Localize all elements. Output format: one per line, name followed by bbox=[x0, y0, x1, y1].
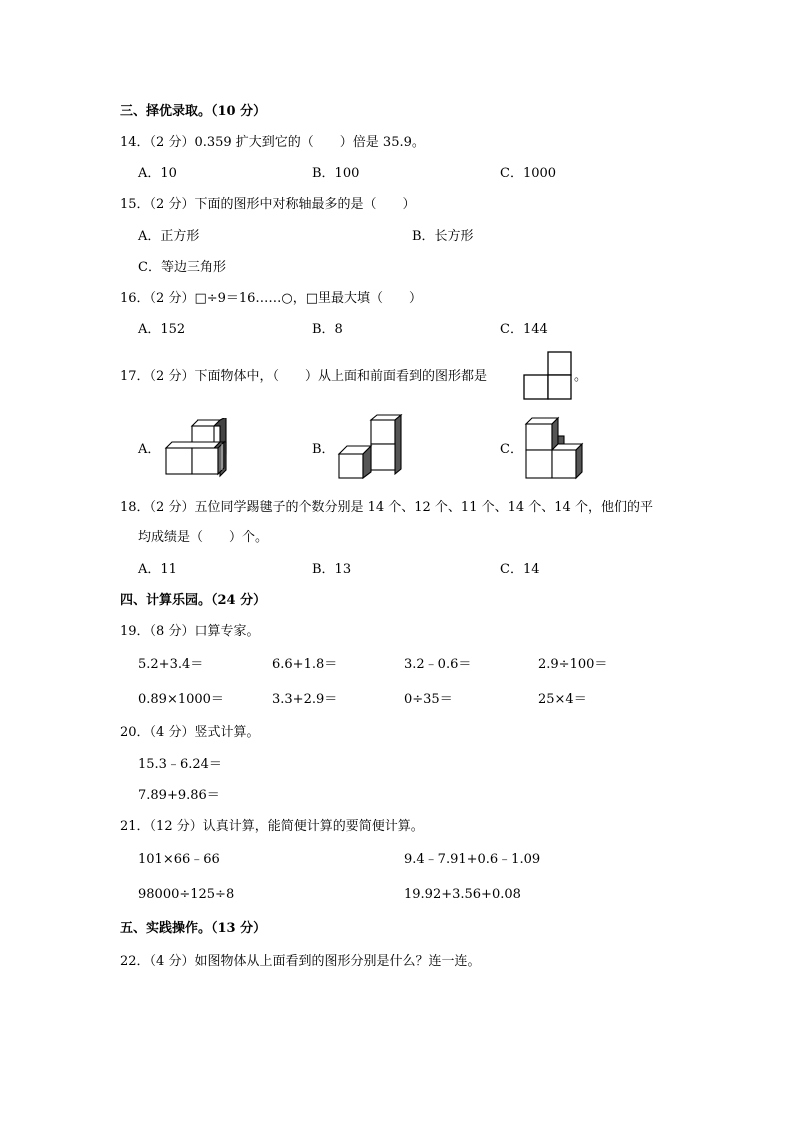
q19-item: 25×4＝ bbox=[538, 692, 587, 707]
q20-item: 7.89+9.86＝ bbox=[138, 788, 220, 803]
q20-item: 15.3﹣6.24＝ bbox=[138, 757, 222, 772]
q17-reference-shape bbox=[523, 351, 573, 401]
q16-option-c: C．144 bbox=[500, 322, 548, 337]
q14-option-a: A．10 bbox=[138, 166, 177, 181]
section-5-title: 五、实践操作。（13 分） bbox=[120, 921, 267, 936]
question-19-stem: 19．（8 分）口算专家。 bbox=[120, 624, 260, 639]
q16-option-b: B．8 bbox=[312, 322, 343, 337]
q15-option-b: B．长方形 bbox=[412, 229, 474, 244]
q19-item: 3.2﹣0.6＝ bbox=[404, 657, 472, 672]
q17-option-a-cubes bbox=[162, 418, 232, 480]
q19-item: 0÷35＝ bbox=[404, 692, 453, 707]
q16-option-a: A．152 bbox=[138, 322, 186, 337]
q15-option-c: C．等边三角形 bbox=[138, 260, 226, 275]
question-18-stem-line1: 18．（2 分）五位同学踢毽子的个数分别是 14 个、12 个、11 个、14 个、14 个，他们的平 bbox=[120, 500, 653, 515]
question-21-stem: 21．（12 分）认真计算，能简便计算的要简便计算。 bbox=[120, 819, 424, 834]
q21-item: 19.92+3.56+0.08 bbox=[404, 887, 521, 902]
question-15-stem: 15．（2 分）下面的图形中对称轴最多的是（ ） bbox=[120, 197, 416, 212]
q14-option-c: C．1000 bbox=[500, 166, 557, 181]
question-17-stem: 17．（2 分）下面物体中，（ ）从上面和前面看到的图形都是 bbox=[120, 369, 487, 384]
q19-item: 2.9÷100＝ bbox=[538, 657, 608, 672]
q19-item: 6.6+1.8＝ bbox=[272, 657, 338, 672]
question-16-stem: 16．（2 分）□÷9＝16……○，□里最大填（ ） bbox=[120, 291, 423, 306]
q15-option-a: A．正方形 bbox=[138, 229, 200, 244]
question-17-stem-end: 。 bbox=[574, 369, 588, 384]
q17-option-c-cubes bbox=[522, 414, 584, 482]
q21-item: 98000÷125÷8 bbox=[138, 887, 235, 902]
section-3-title: 三、择优录取。（10 分） bbox=[120, 104, 267, 119]
q17-option-b-cubes bbox=[335, 414, 407, 482]
q14-option-b: B．100 bbox=[312, 166, 360, 181]
question-20-stem: 20．（4 分）竖式计算。 bbox=[120, 725, 260, 740]
q17-option-c: C． bbox=[500, 442, 523, 457]
q18-option-b: B．13 bbox=[312, 562, 352, 577]
q17-option-a: A． bbox=[138, 442, 161, 457]
q18-option-c: C．14 bbox=[500, 562, 540, 577]
question-18-stem-line2: 均成绩是（ ）个。 bbox=[138, 530, 269, 545]
question-22-stem: 22．（4 分）如图物体从上面看到的图形分别是什么？连一连。 bbox=[120, 954, 481, 969]
section-4-title: 四、计算乐园。（24 分） bbox=[120, 593, 267, 608]
q21-item: 9.4﹣7.91+0.6﹣1.09 bbox=[404, 852, 541, 867]
q19-item: 0.89×1000＝ bbox=[138, 692, 224, 707]
q19-item: 5.2+3.4＝ bbox=[138, 657, 204, 672]
question-14-stem: 14．（2 分）0.359 扩大到它的（ ）倍是 35.9。 bbox=[120, 135, 425, 150]
q18-option-a: A．11 bbox=[138, 562, 177, 577]
q19-item: 3.3+2.9＝ bbox=[272, 692, 338, 707]
q21-item: 101×66﹣66 bbox=[138, 852, 220, 867]
q17-option-b: B． bbox=[312, 442, 335, 457]
